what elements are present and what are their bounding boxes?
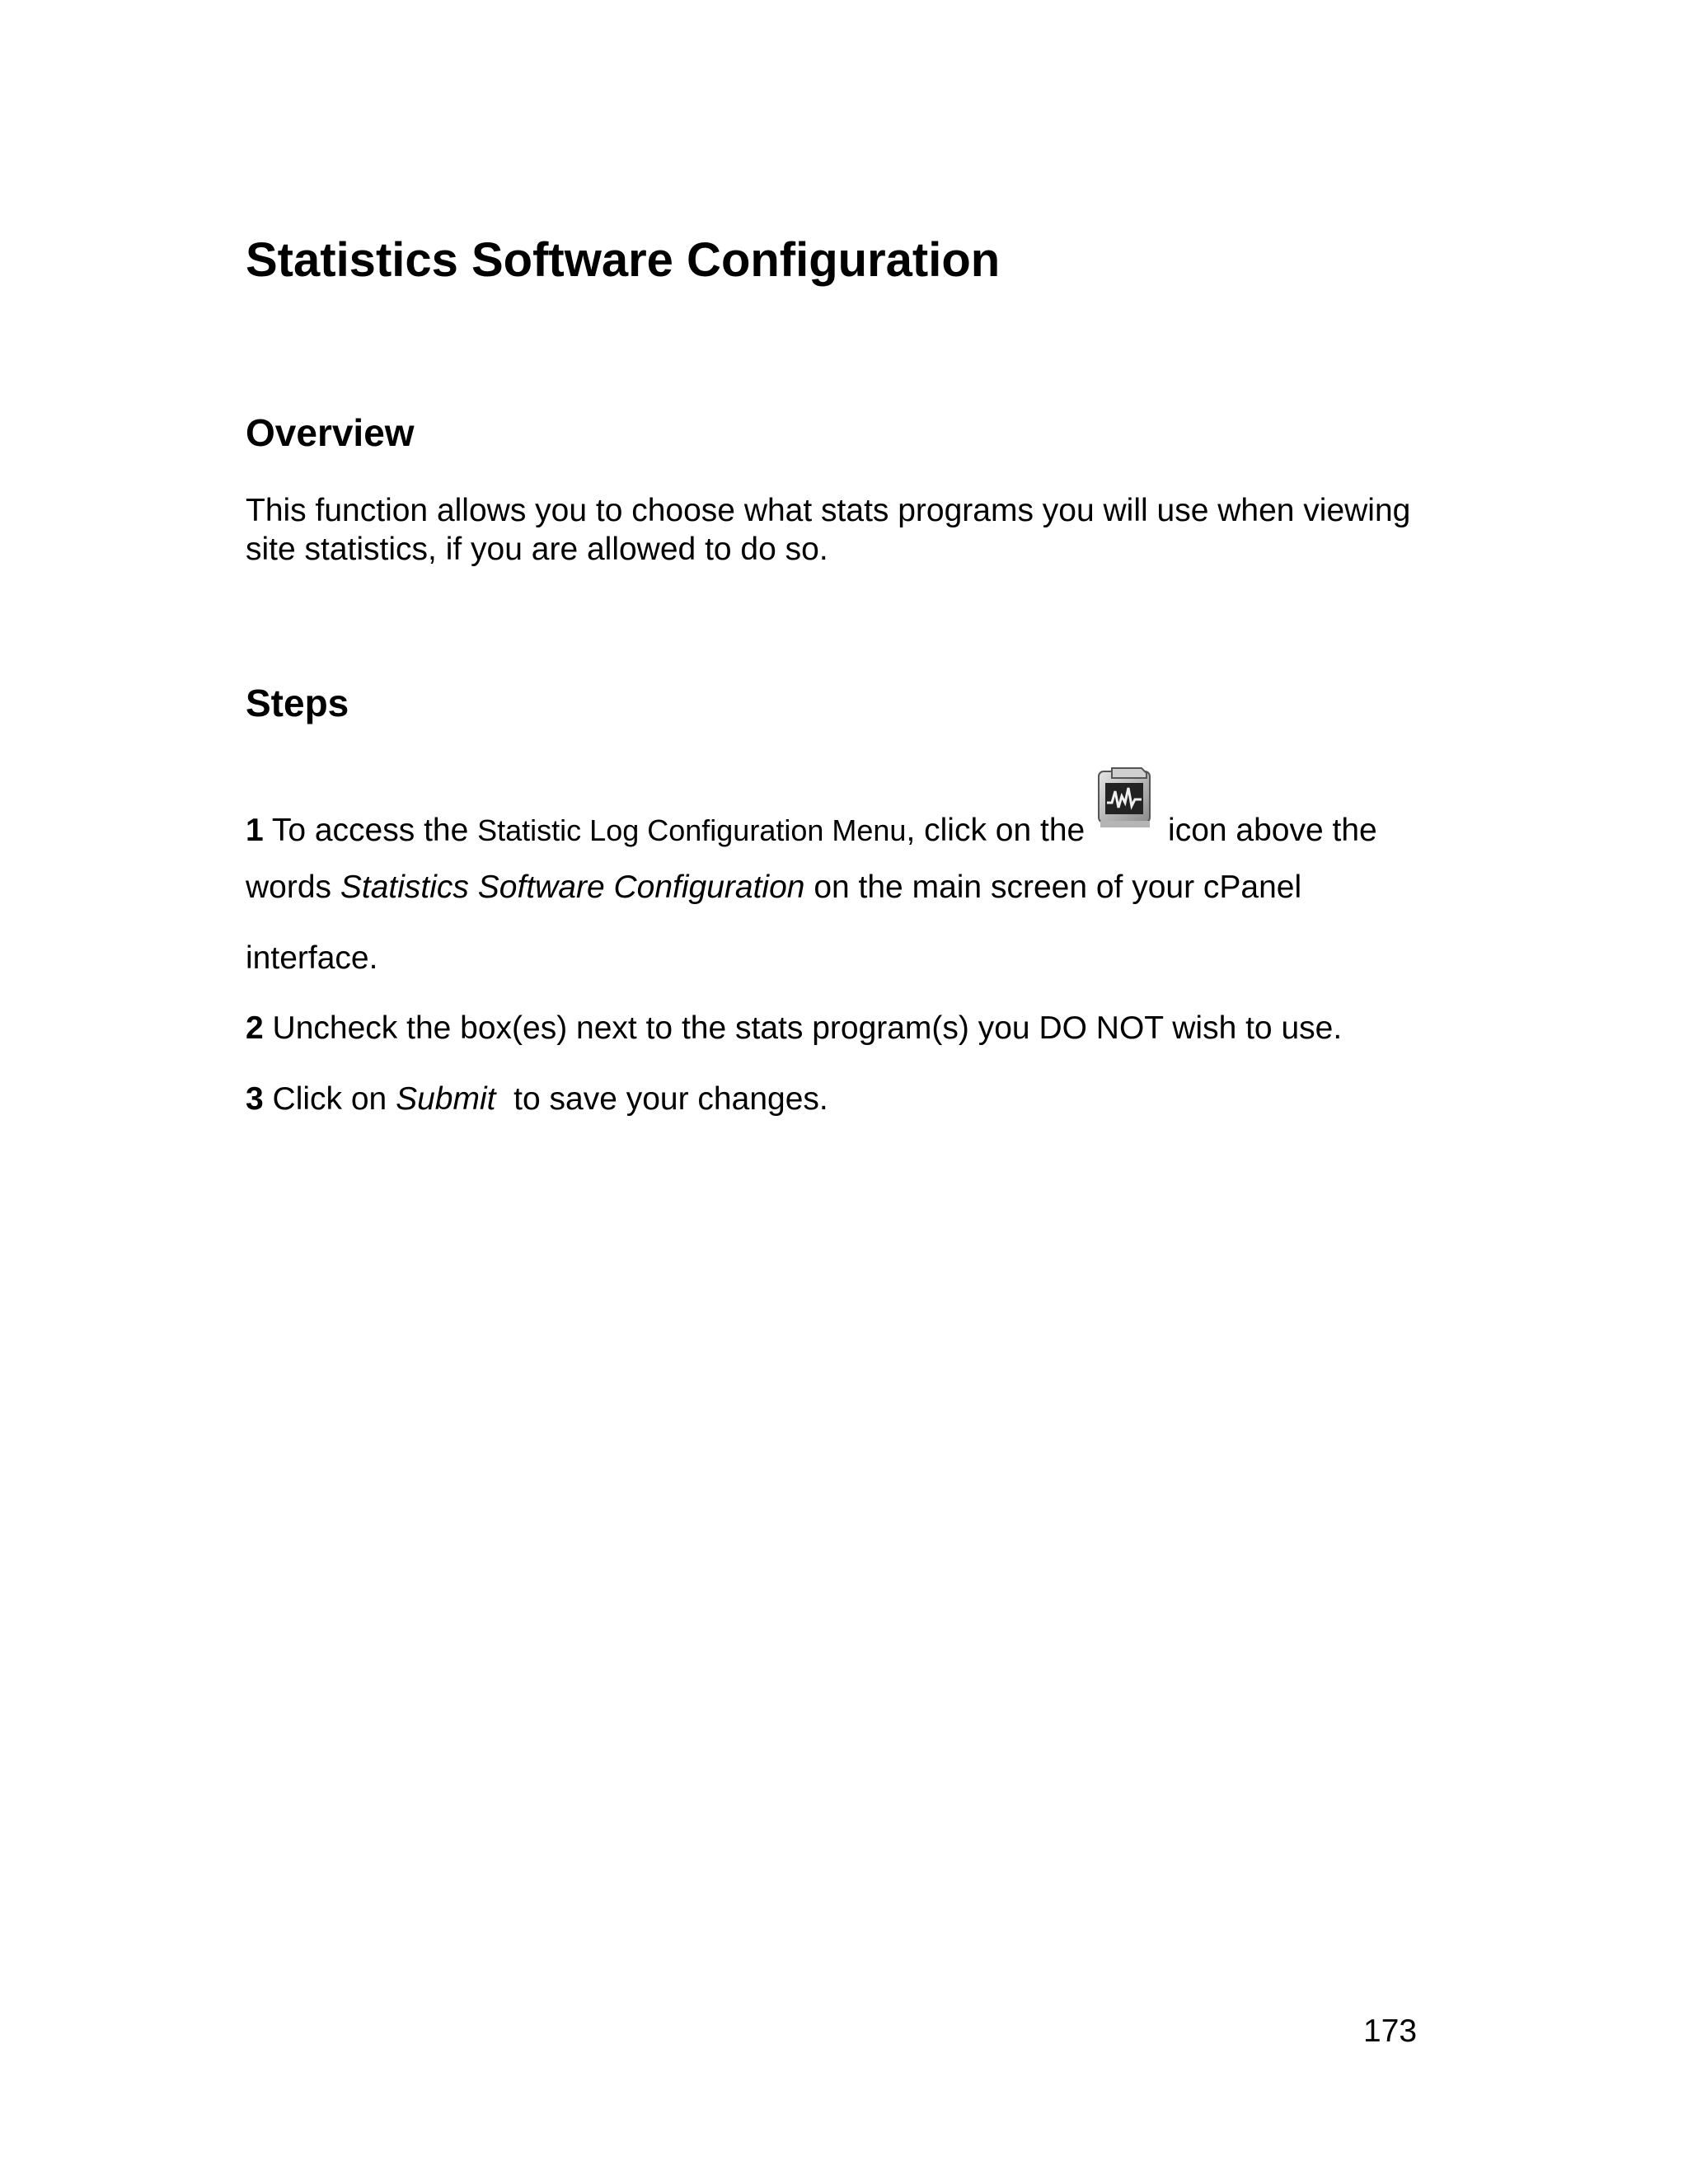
step-3-submit-emphasis: Submit: [396, 1081, 496, 1117]
step-3-number: 3: [246, 1081, 264, 1117]
page-number: 173: [1363, 2013, 1418, 2049]
step-3-text-after: to save your changes.: [495, 1081, 828, 1117]
step-1-text-before-menu: To access the: [263, 813, 478, 848]
overview-heading: Overview: [246, 411, 415, 454]
step-2-text: Uncheck the box(es) next to the stats program(s) you DO NOT wish to use.: [263, 1010, 1343, 1046]
step-2-number: 2: [246, 1010, 264, 1046]
step-1-number: 1: [246, 813, 264, 848]
step-2: [246, 993, 1342, 1064]
steps-heading: Steps: [246, 682, 349, 724]
step-1-menu-name: Statistic Log Configuration Menu: [477, 813, 907, 847]
page-title: Statistics Software Configuration: [246, 233, 1001, 287]
step-1-text-before-icon: , click on the: [906, 813, 1095, 848]
step-1-line-2: [246, 852, 1301, 923]
step-1-text-after-icon: icon above the: [1168, 813, 1377, 848]
overview-paragraph: This function allows you to choose what stats programs you will use when viewing site statistics, if you are allowed to do so.: [246, 493, 1411, 567]
step-1-line-3: interface.: [246, 940, 378, 976]
step-1-line2-suffix: on the main screen of your cPanel: [804, 869, 1302, 905]
stats-configuration-icon: [1097, 766, 1155, 831]
step-3-text-before: Click on: [263, 1081, 396, 1117]
step-3: [246, 1064, 828, 1135]
step-1-line2-emphasis: Statistics Software Configuration: [340, 869, 805, 905]
step-1-line2-prefix: words: [246, 869, 340, 905]
